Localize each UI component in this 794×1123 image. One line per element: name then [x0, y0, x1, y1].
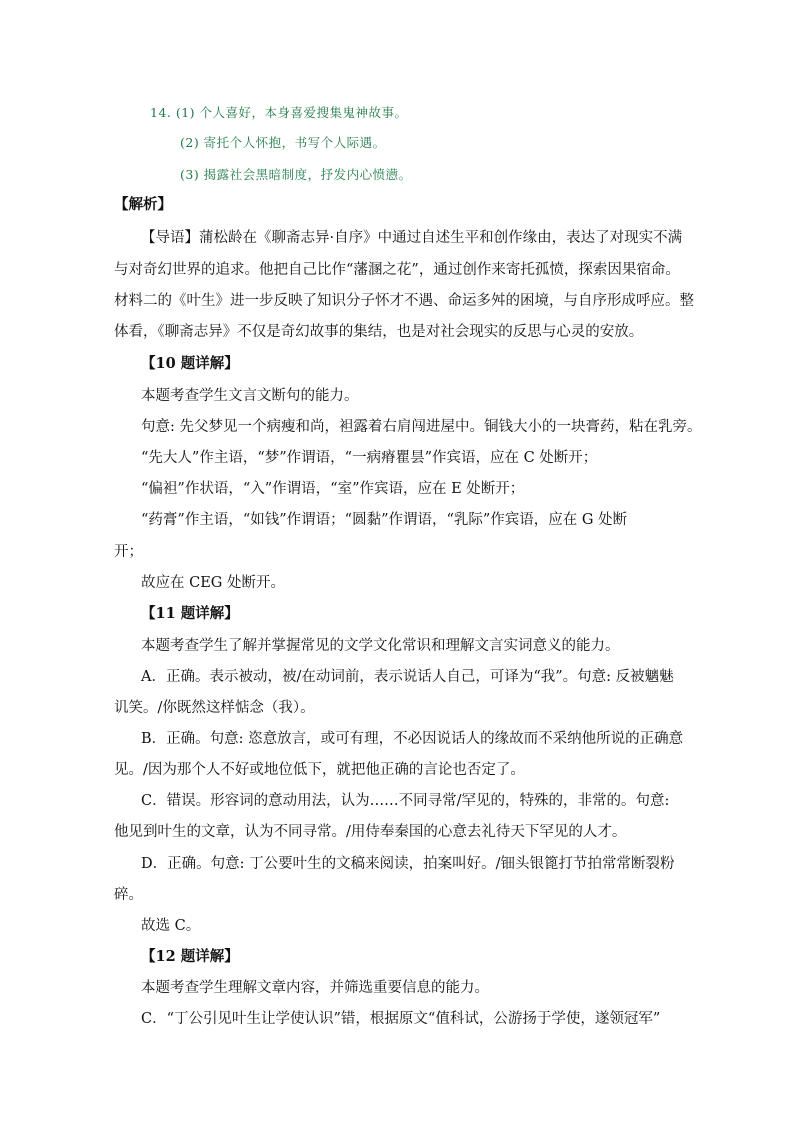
analysis-heading: 【解析】 [114, 196, 172, 213]
q10-line-4: “偏袒”作状语，“入”作谓语，“室”作宾语，应在 E 处断开； [141, 481, 525, 497]
q11-line-5: 见。/因为那个人不好或地位低下，就把他正确的言论也否定了。 [114, 762, 525, 778]
answer-line-3: (3) 揭露社会黑暗制度，抒发内心愤懑。 [180, 167, 412, 182]
q10-line-3: “先大人”作主语，“梦”作谓语，“一病瘠瞿昙”作宾语，应在 C 处断开； [141, 450, 598, 466]
q11-line-8: D．正确。句意: 丁公要叶生的文稿来阅读，拍案叫好。/钿头银篦打节拍常常断裂粉 [141, 856, 675, 872]
q11-line-10: 故选 C。 [141, 918, 201, 934]
intro-line-1: 【导语】蒲松龄在《聊斋志异·自序》中通过自述生平和创作缘由，表达了对现实不满 [141, 230, 683, 246]
intro-line-3: 材料二的《叶生》进一步反映了知识分子怀才不遇、命运多舛的困境，与自序形成呼应。整 [114, 293, 694, 309]
q11-line-2: A．正确。表示被动，被/在动词前，表示说话人自己，可译为“我”。句意: 反被魑魅 [141, 669, 674, 685]
q10-line-1: 本题考查学生文言文断句的能力。 [141, 388, 359, 404]
q11-line-1: 本题考查学生了解并掌握常见的文学文化常识和理解文言实词意义的能力。 [141, 638, 620, 654]
intro-line-2: 与对奇幻世界的追求。他把自己比作“藩溷之花”，通过创作来寄托孤愤，探索因果宿命。 [114, 262, 680, 278]
q11-line-4: B．正确。句意: 恣意放言，或可有理，不必因说话人的缘故而不采纳他所说的正确意 [141, 731, 684, 747]
q12-heading: 【12 题详解】 [141, 948, 239, 965]
q12-line-1: 本题考查学生理解文章内容，并筛选重要信息的能力。 [141, 980, 489, 996]
q12-line-2: C．“丁公引见叶生让学使认识”错，根据原文“值科试，公游扬于学使，遂领冠军” [141, 1011, 661, 1027]
q10-line-2: 句意: 先父梦见一个病瘦和尚，袒露着右肩闯进屋中。铜钱大小的一块膏药，粘在乳旁。 [141, 419, 702, 435]
q10-line-7: 故应在 CEG 处断开。 [141, 575, 285, 591]
q10-line-6: 开； [114, 544, 143, 560]
q11-line-3: 讥笑。/你既然这样惦念（我）。 [114, 700, 315, 716]
q10-heading: 【10 题详解】 [141, 355, 239, 372]
answer-line-2: (2) 寄托个人怀抱，书写个人际遇。 [180, 135, 386, 150]
q11-line-7: 他见到叶生的文章，认为不同寻常。/用侍奉秦国的心意去礼待天下罕见的人才。 [114, 824, 627, 840]
intro-line-4: 体看，《聊斋志异》不仅是奇幻故事的集结，也是对社会现实的反思与心灵的安放。 [114, 324, 644, 340]
answer-line-1: 14. (1) 个人喜好，本身喜爱搜集鬼神故事。 [150, 105, 408, 120]
q10-line-5: “药膏”作主语，“如钱”作谓语；“圆黏”作谓语，“乳际”作宾语，应在 G 处断 [141, 512, 628, 528]
q11-line-6: C．错误。形容词的意动用法，认为……不同寻常/罕见的，特殊的，非常的。句意: [141, 793, 670, 809]
q11-heading: 【11 题详解】 [141, 605, 239, 622]
q11-line-9: 碎。 [114, 887, 143, 903]
